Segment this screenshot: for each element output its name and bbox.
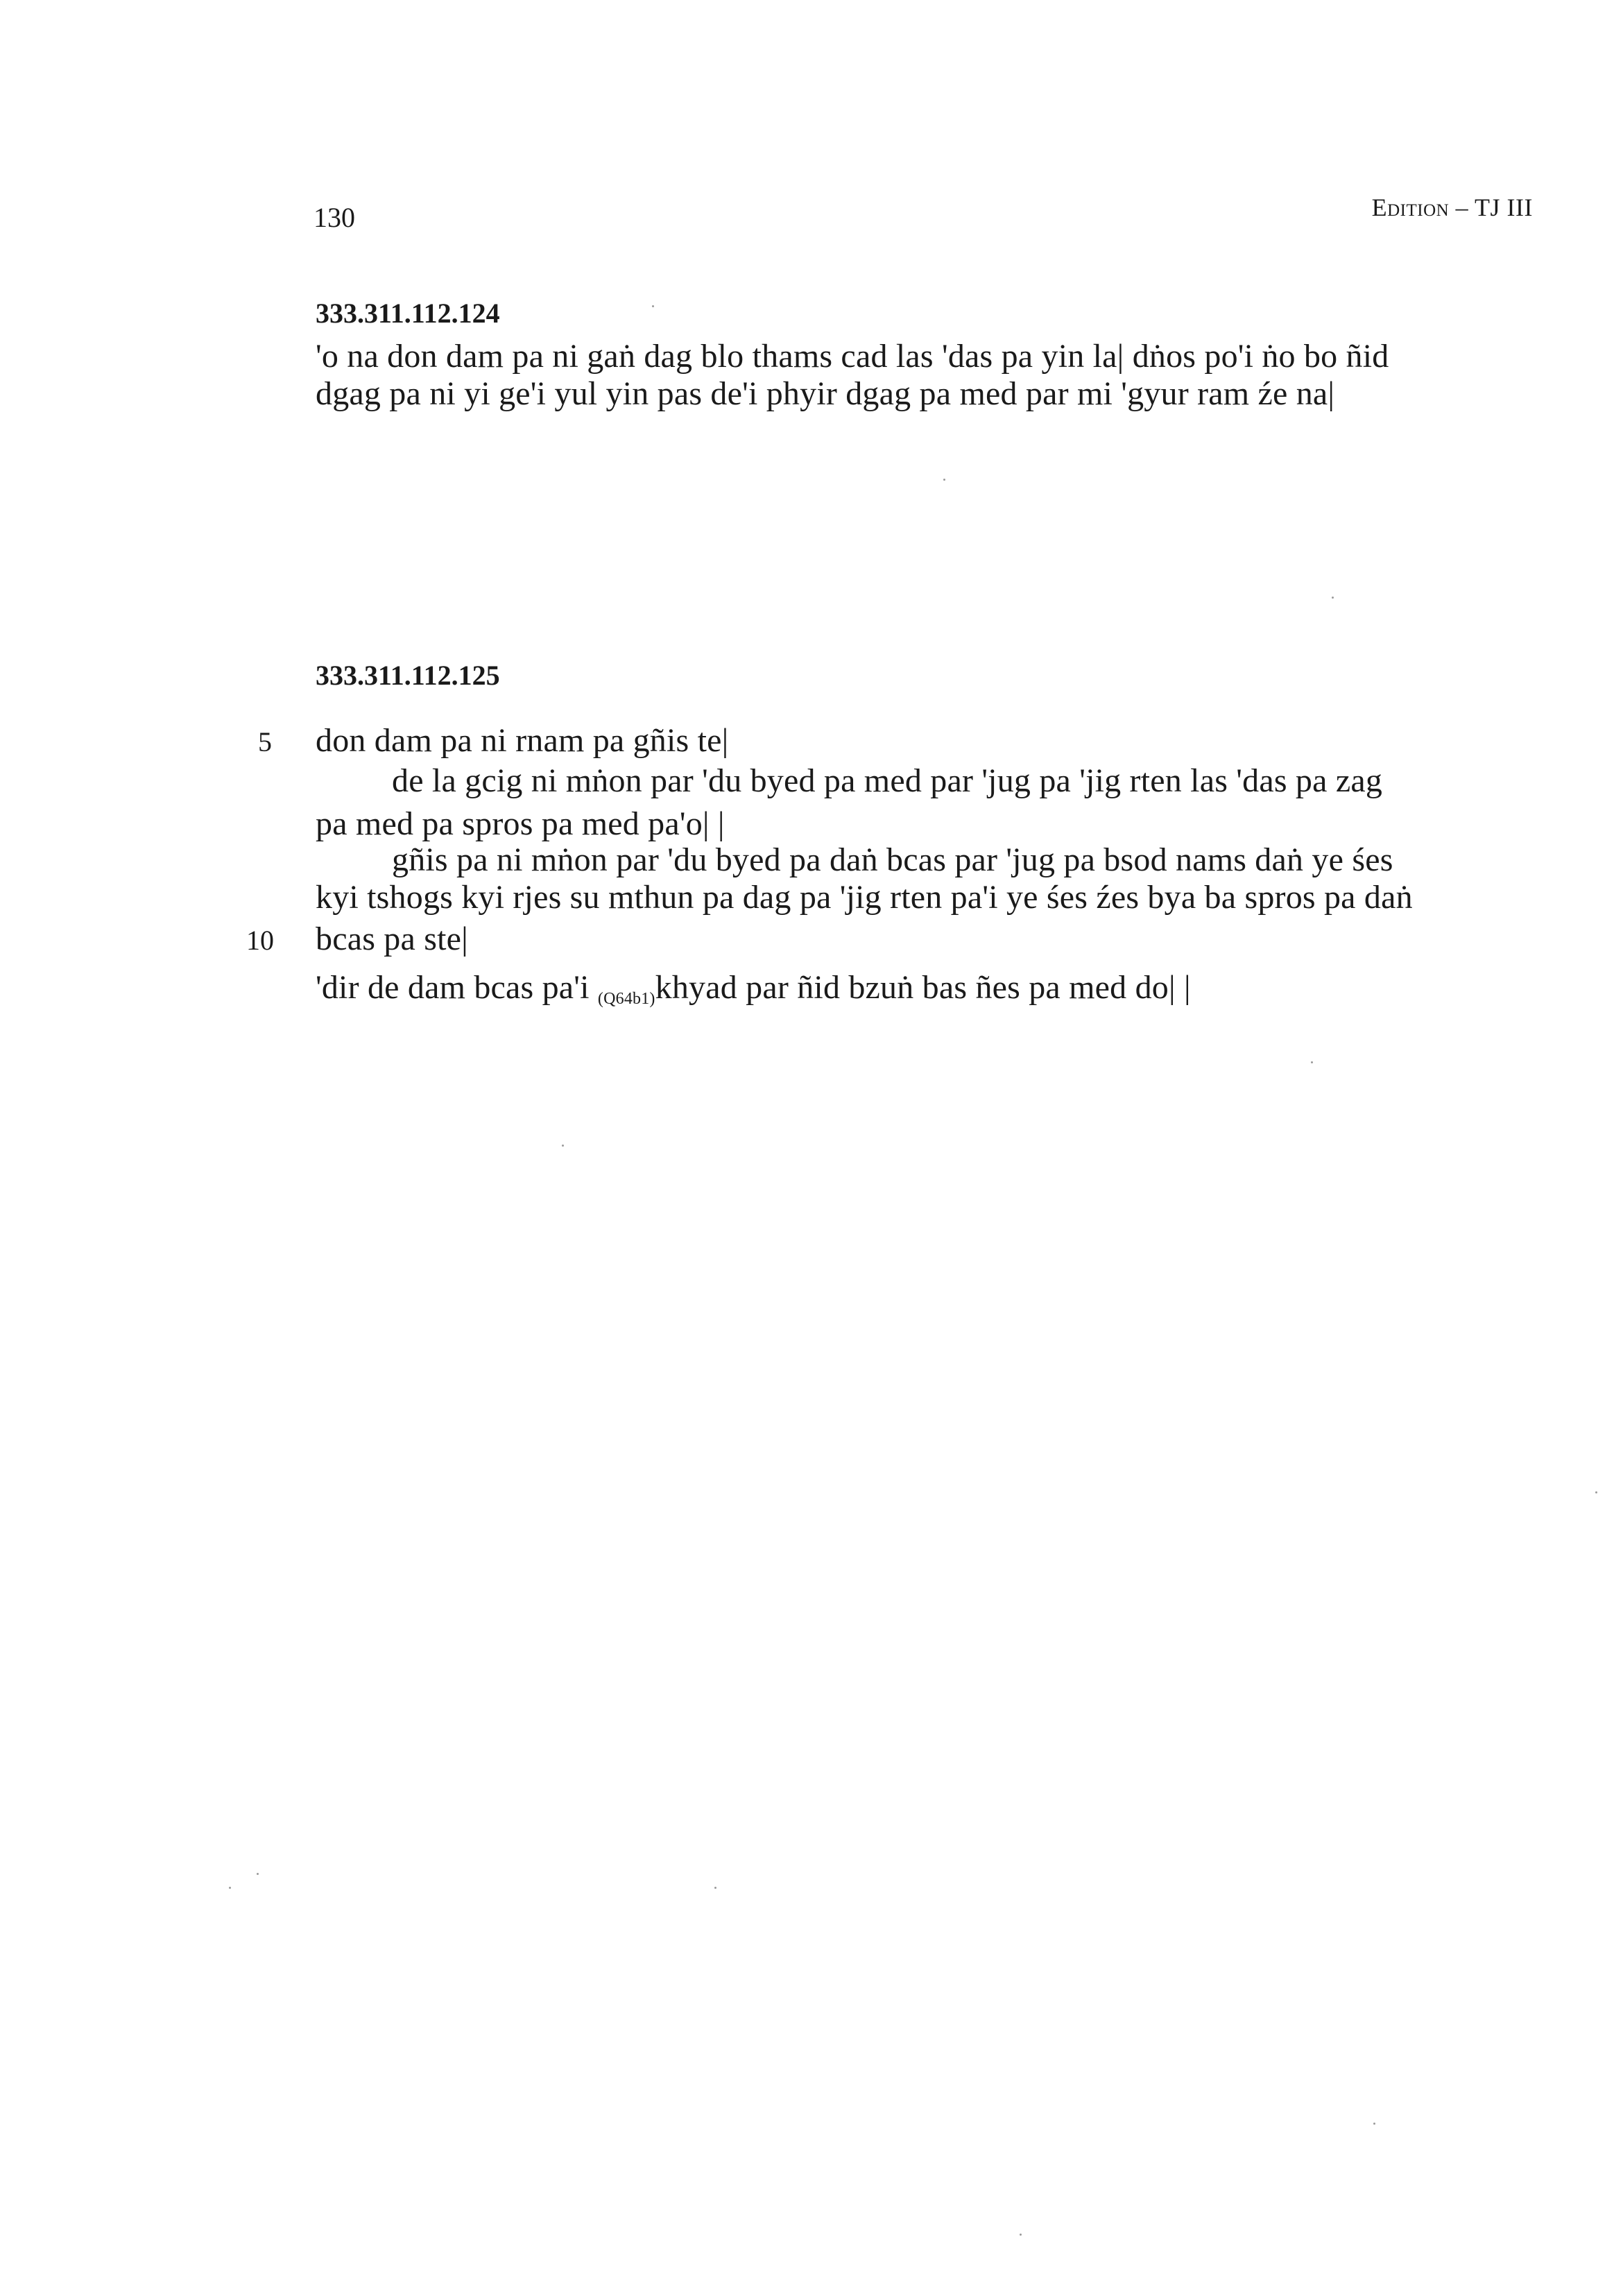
scan-speck bbox=[1595, 1491, 1597, 1493]
line-number-marker: 10 bbox=[246, 925, 274, 956]
text-line: 'o na don dam pa ni gaṅ dag blo thams cad las 'das pa yin la| dṅos po'i ṅo bo ñid bbox=[316, 338, 1389, 375]
section-number: 333.311.112.124 bbox=[316, 298, 500, 329]
text-segment: khyad par ñid bzuṅ bas ñes pa med do| | bbox=[655, 969, 1191, 1006]
page-number: 130 bbox=[314, 202, 355, 233]
text-line: dgag pa ni yi ge'i yul yin pas de'i phyir dgag pa med par mi 'gyur ram źe na| bbox=[316, 375, 1335, 412]
line-number-marker: 5 bbox=[258, 726, 272, 757]
scan-speck bbox=[257, 1873, 259, 1875]
scan-speck bbox=[1373, 2123, 1375, 2125]
text-line-with-folio-reference bbox=[316, 968, 1191, 1009]
text-line: bcas pa ste| bbox=[316, 920, 468, 957]
scan-speck bbox=[1020, 2234, 1022, 2236]
scan-speck bbox=[714, 1887, 716, 1889]
running-head: Edition – TJ III bbox=[1371, 194, 1533, 221]
scan-speck bbox=[562, 1145, 564, 1147]
section-number: 333.311.112.125 bbox=[316, 660, 500, 691]
text-line: pa med pa spros pa med pa'o| | bbox=[316, 805, 725, 842]
scan-speck bbox=[652, 305, 654, 307]
scan-speck bbox=[229, 1887, 231, 1889]
text-line: kyi tshogs kyi rjes su mthun pa dag pa 'jig rten pa'i ye śes źes bya ba spros pa daṅ bbox=[316, 879, 1413, 916]
text-line: gñis pa ni mṅon par 'du byed pa daṅ bcas par 'jug pa bsod nams daṅ ye śes bbox=[392, 841, 1393, 878]
scan-speck bbox=[1332, 597, 1334, 599]
text-line: de la gcig ni mṅon par 'du byed pa med par 'jug pa 'jig rten las 'das pa zag bbox=[392, 762, 1383, 799]
scan-speck bbox=[943, 479, 945, 481]
folio-reference: (Q64b1) bbox=[597, 990, 655, 1008]
scan-speck bbox=[1311, 1061, 1313, 1063]
text-segment: 'dir de dam bcas pa'i bbox=[316, 969, 598, 1006]
text-line: don dam pa ni rnam pa gñis te| bbox=[316, 722, 729, 759]
